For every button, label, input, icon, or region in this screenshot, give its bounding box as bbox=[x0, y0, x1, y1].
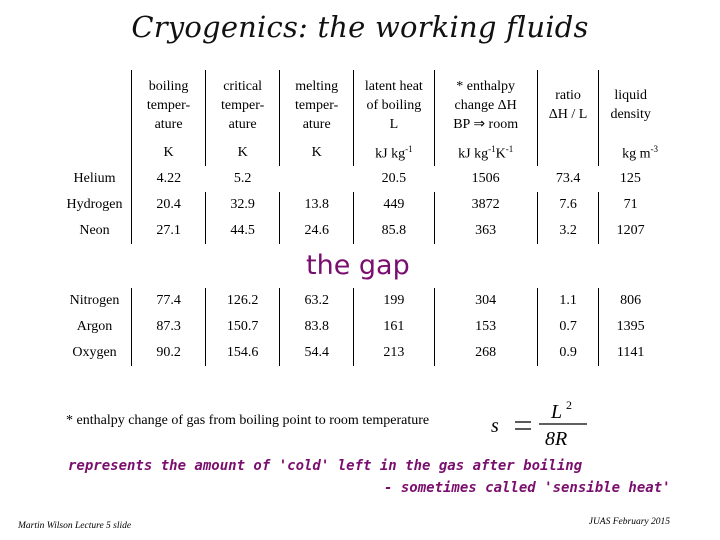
unit-latent: kJ $kg^{-1}$ bbox=[354, 140, 434, 166]
fluid-name: Helium bbox=[58, 166, 132, 192]
table-cell: 0.9 bbox=[537, 340, 599, 366]
table-row bbox=[58, 314, 662, 340]
table-cell: 63.2 bbox=[280, 288, 354, 314]
table-cell: 153 bbox=[434, 314, 537, 340]
table-header-row bbox=[58, 70, 662, 140]
unit-melting: K bbox=[280, 140, 354, 166]
table-cell: 154.6 bbox=[206, 340, 280, 366]
formula-numerator: L bbox=[551, 401, 563, 423]
table-units-row bbox=[58, 140, 662, 166]
table-cell: 213 bbox=[354, 340, 434, 366]
table-cell: 4.22 bbox=[156, 171, 182, 186]
table-cell: 13.8 bbox=[280, 192, 354, 218]
table-cell: 1207 bbox=[599, 218, 662, 244]
table-row bbox=[58, 192, 662, 218]
unit-critical: K bbox=[206, 140, 280, 166]
table-cell: 54.4 bbox=[280, 340, 354, 366]
table-cell: 125 bbox=[619, 171, 641, 186]
table-cell: 77.4 bbox=[132, 288, 206, 314]
table-cell: 27.1 bbox=[132, 218, 206, 244]
table-cell: 161 bbox=[354, 314, 434, 340]
fluids-table bbox=[58, 70, 662, 366]
table-cell: 449 bbox=[354, 192, 434, 218]
table-row bbox=[58, 340, 662, 366]
header-melting: melting temper- ature bbox=[280, 70, 354, 140]
footer-right: JUAS February 2015 bbox=[588, 517, 670, 527]
table-row bbox=[58, 288, 662, 314]
table-cell: 199 bbox=[354, 288, 434, 314]
table-cell: 85.8 bbox=[354, 218, 434, 244]
table-cell: 1506 bbox=[471, 171, 500, 186]
fluid-name: Neon bbox=[58, 218, 132, 244]
table-cell: 1.1 bbox=[537, 288, 599, 314]
explanation-line-2: - sometimes called 'sensible heat' bbox=[384, 480, 671, 496]
header-enthalpy: * enthalpy change ΔH BP ⇒ room bbox=[434, 70, 537, 140]
table-cell: 304 bbox=[434, 288, 537, 314]
unit-enthalpy: kJ $kg^{-1}K^{-1}$ bbox=[434, 140, 537, 166]
formula-denominator: 8R bbox=[545, 428, 568, 450]
formula-lhs: s bbox=[491, 415, 499, 437]
table-cell bbox=[280, 166, 354, 192]
gap-label: the gap bbox=[306, 250, 410, 281]
table-cell: 24.6 bbox=[280, 218, 354, 244]
table-cell: 0.7 bbox=[537, 314, 599, 340]
table-cell: 7.6 bbox=[537, 192, 599, 218]
table-cell: 806 bbox=[599, 288, 662, 314]
sensible-heat-formula bbox=[487, 398, 607, 450]
table-cell: 3872 bbox=[434, 192, 537, 218]
table-cell: 87.3 bbox=[132, 314, 206, 340]
unit-ratio bbox=[537, 140, 599, 166]
header-latent-heat: latent heat of boiling L bbox=[354, 70, 434, 140]
table-cell: 150.7 bbox=[206, 314, 280, 340]
explanation-line-1: represents the amount of 'cold' left in the gas after boiling bbox=[68, 458, 583, 474]
fluid-name: Hydrogen bbox=[58, 192, 132, 218]
header-critical: critical temper- ature bbox=[206, 70, 280, 140]
table-row bbox=[58, 166, 662, 192]
table-cell: 32.9 bbox=[206, 192, 280, 218]
footer-left: Martin Wilson Lecture 5 slide bbox=[18, 521, 132, 531]
header-empty bbox=[58, 70, 132, 140]
table-row bbox=[58, 218, 662, 244]
footnote: * enthalpy change of gas from boiling point to room temperature bbox=[66, 413, 430, 428]
fluid-name: Argon bbox=[58, 314, 132, 340]
header-density: liquid density bbox=[599, 70, 662, 140]
table-cell: 90.2 bbox=[132, 340, 206, 366]
table-cell: 268 bbox=[434, 340, 537, 366]
table-cell: 83.8 bbox=[280, 314, 354, 340]
table-cell: 20.5 bbox=[381, 171, 407, 186]
fluid-name: Oxygen bbox=[58, 340, 132, 366]
table-cell: 73.4 bbox=[555, 171, 581, 186]
header-ratio: ratio ΔH / L bbox=[537, 70, 599, 140]
table-cell: 3.2 bbox=[537, 218, 599, 244]
unit-density: kg $m^{-3}$ bbox=[599, 140, 662, 166]
unit-boiling: K bbox=[132, 140, 206, 166]
formula-numerator-exponent: 2 bbox=[566, 398, 572, 412]
table-cell: 363 bbox=[434, 218, 537, 244]
header-boiling: boiling temper- ature bbox=[132, 70, 206, 140]
table-cell: 1141 bbox=[599, 340, 662, 366]
table-cell: 44.5 bbox=[206, 218, 280, 244]
table-cell: 20.4 bbox=[132, 192, 206, 218]
fluid-name: Nitrogen bbox=[58, 288, 132, 314]
table-cell: 5.2 bbox=[233, 171, 252, 186]
slide-title: Cryogenics: the working fluids bbox=[131, 10, 589, 44]
table-cell: 71 bbox=[599, 192, 662, 218]
table-cell: 1395 bbox=[599, 314, 662, 340]
table-cell: 126.2 bbox=[206, 288, 280, 314]
